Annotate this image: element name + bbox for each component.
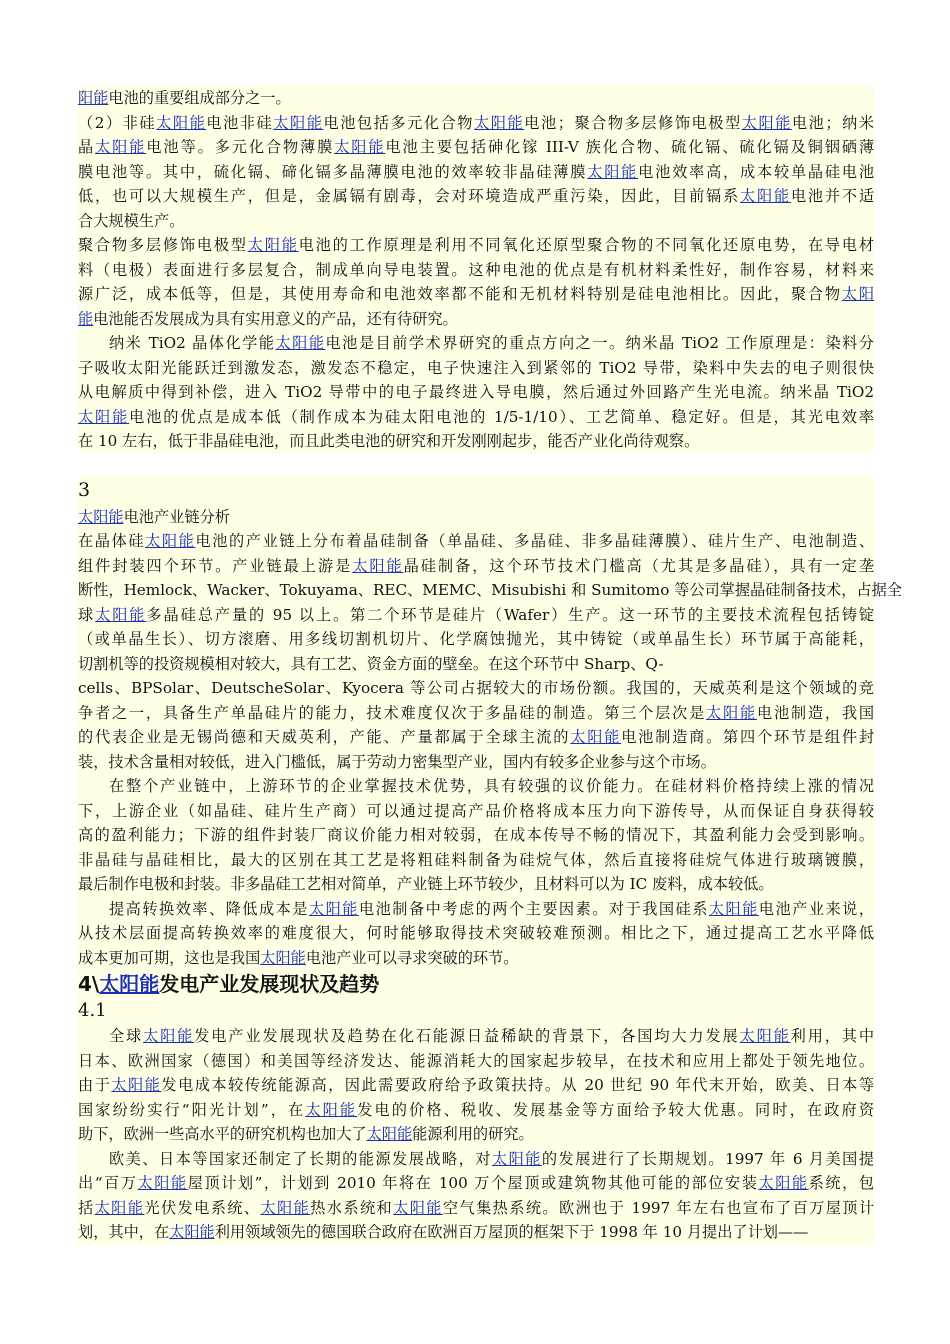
text-line bbox=[78, 897, 874, 922]
keyword-link[interactable]: 太阳能 bbox=[706, 703, 757, 722]
text-run: 膜电池等。其中，硫化镉、碲化镉多晶薄膜电池的效率较非晶硅薄膜 bbox=[78, 162, 588, 181]
keyword-link[interactable]: 太阳能 bbox=[308, 899, 359, 918]
keyword-link[interactable]: 能 bbox=[78, 309, 94, 328]
text-line bbox=[78, 872, 874, 897]
text-run: 电池等。多元化合物薄膜 bbox=[146, 138, 335, 156]
keyword-link[interactable]: 太阳 bbox=[841, 285, 875, 303]
keyword-link[interactable]: 太阳能 bbox=[570, 728, 622, 746]
keyword-link[interactable]: 太阳能 bbox=[78, 407, 130, 426]
text-line bbox=[78, 1171, 874, 1196]
text-line bbox=[78, 921, 874, 946]
text-line bbox=[78, 282, 874, 307]
text-line bbox=[78, 823, 874, 848]
keyword-link[interactable]: 太阳能 bbox=[305, 1100, 358, 1119]
text-line bbox=[78, 799, 874, 824]
text-run: 4.1 bbox=[78, 1000, 107, 1021]
text-run: 助下，欧洲一些高水平的研究机构也加大了 bbox=[78, 1125, 367, 1143]
text-run: 组件封装四个环节。产业链最上游是 bbox=[78, 556, 353, 575]
text-run: 从技术层面提高转换效率的难度很大，何时能够取得技术突破较难预测。相比之下，通过提高工艺水平降低 bbox=[78, 924, 874, 942]
text-run: 电池制备中考虑的两个主要因素。对于我国硅系 bbox=[358, 899, 709, 918]
text-run: 4\ bbox=[78, 972, 100, 996]
keyword-link[interactable]: 太阳能 bbox=[169, 1223, 215, 1241]
text-line bbox=[78, 405, 874, 430]
keyword-link[interactable]: 太阳能 bbox=[275, 334, 326, 352]
keyword-link[interactable]: 太阳能 bbox=[247, 236, 299, 254]
text-run: 电池效率高，成本较单晶硅电池 bbox=[638, 162, 875, 181]
text-line bbox=[78, 1220, 874, 1245]
text-run: 电池产业链分析 bbox=[123, 507, 230, 526]
text-run: 在整个产业链中，上游环节的企业掌握技术优势，具有较强的议价能力。在硅材料价格持续上涨的情况 bbox=[109, 777, 874, 795]
document-body bbox=[78, 86, 902, 1245]
text-run: 发电产业发展现状及趋势 bbox=[159, 972, 380, 996]
keyword-link[interactable]: 太阳能 bbox=[95, 605, 147, 624]
text-line bbox=[78, 652, 874, 677]
text-line bbox=[78, 1147, 874, 1172]
text-line bbox=[78, 627, 874, 652]
section-number bbox=[78, 998, 874, 1024]
text-run: 光伏发电系统、 bbox=[144, 1198, 261, 1217]
keyword-link[interactable]: 太阳能 bbox=[474, 113, 525, 132]
text-line bbox=[78, 529, 874, 554]
keyword-link[interactable]: 太阳能 bbox=[491, 1149, 542, 1168]
text-run: 热水系统和 bbox=[310, 1198, 394, 1217]
text-run: 电池的产业链上分布着晶硅制备（单晶硅、多晶硅、非多晶硅薄膜）、硅片生产、电池制造、 bbox=[195, 532, 875, 550]
keyword-link[interactable]: 太阳能 bbox=[260, 1198, 311, 1217]
text-line bbox=[78, 1073, 874, 1098]
keyword-link[interactable]: 太阳能 bbox=[739, 1027, 791, 1045]
keyword-link[interactable]: 太阳能 bbox=[143, 1027, 195, 1045]
text-run: 切割机等的投资规模相对较大，具有工艺、资金方面的壁垒。在这个环节中 Sharp、Q- bbox=[78, 654, 664, 673]
text-run: 的代表企业是无锡尚德和天威英利，产能、产量都属于全球主流的 bbox=[78, 728, 571, 746]
text-run: 由于 bbox=[78, 1076, 112, 1094]
keyword-link[interactable]: 太阳能 bbox=[758, 1174, 809, 1192]
text-run: 电池并不适 bbox=[790, 187, 875, 205]
text-run: 发电成本较传统能源高，因此需要政府给予政策扶持。从 20 世纪 90 年代末开始，欧美、日本等 bbox=[161, 1076, 875, 1094]
text-run: 下，上游企业（如晶硅、硅片生产商）可以通过提高产品价格将成本压力向下游传导，从而保证自身获得较 bbox=[78, 801, 874, 820]
text-run: 电池产业来说， bbox=[758, 899, 875, 918]
text-run: 空气集热系统。欧洲也于 1997 年左右也宣布了百万屋顶计 bbox=[442, 1198, 875, 1217]
text-run: 日本、欧洲国家（德国）和美国等经济发达、能源消耗大的国家起步较早，在技术和应用上都处于领先地位。 bbox=[78, 1051, 874, 1070]
text-line bbox=[78, 603, 874, 628]
text-run: 电池；聚合物多层修饰电极型 bbox=[524, 113, 742, 132]
text-line bbox=[78, 429, 874, 454]
text-line bbox=[78, 1098, 874, 1123]
text-run: 利用领域领先的德国联合政府在欧洲百万屋顶的框架下于 1998 年 10 月提出了计划—— bbox=[214, 1223, 809, 1241]
keyword-link[interactable]: 阳能 bbox=[78, 89, 109, 107]
text-run: 屋顶计划”，计划到 2010 年将在 100 万个屋顶或建筑物其他可能的部位安装 bbox=[187, 1174, 759, 1192]
text-run: 发电的价格、税收、发展基金等方面给予较大优惠。同时，在政府资 bbox=[357, 1100, 874, 1119]
text-run: 能源利用的研究。 bbox=[412, 1125, 534, 1143]
text-line bbox=[78, 848, 874, 873]
text-line bbox=[78, 233, 874, 258]
text-run: 成本更加可期，这也是我国 bbox=[78, 948, 261, 967]
text-run: 系统，包 bbox=[808, 1174, 875, 1192]
text-run: 争者之一，具备生产单晶硅片的能力，技术难度仅次于多晶硅的制造。第三个层次是 bbox=[78, 703, 707, 722]
keyword-link[interactable]: 太阳能 bbox=[352, 556, 404, 575]
text-run: 出“百万 bbox=[78, 1174, 138, 1192]
text-run: 电池产业可以寻求突破的环节。 bbox=[305, 948, 519, 967]
text-run: cells、BPSolar、DeutscheSolar、Kyocera 等公司占据较大的市场份额。我国的，天威英利是这个领域的竞 bbox=[78, 679, 874, 697]
text-line bbox=[78, 184, 874, 209]
text-run: （2）非硅 bbox=[78, 113, 157, 132]
text-run: 在 10 左右，低于非晶硅电池，而且此类电池的研究和开发刚刚起步，能否产业化尚待观察。 bbox=[78, 432, 700, 450]
text-run: 最后制作电极和封装。非多晶硅工艺相对简单，产业链上环节较少，且材料可以为 IC 废料，成本较低。 bbox=[78, 875, 774, 893]
text-run: 低，也可以大规模生产，但是，金属镉有剧毒，会对环境造成严重污染，因此，目前镉系 bbox=[78, 187, 740, 205]
keyword-link[interactable]: 太阳能 bbox=[95, 138, 147, 156]
text-run: 3 bbox=[78, 478, 91, 501]
keyword-link[interactable]: 太阳能 bbox=[137, 1174, 188, 1192]
text-run: 子吸收太阳光能跃迁到激发态，激发态不稳定，电子快速注入到紧邻的 TiO2 导带，染料中失去的电子则很快 bbox=[78, 358, 874, 377]
text-line bbox=[78, 258, 874, 283]
text-run: 球 bbox=[78, 605, 96, 624]
text-run: 利用，其中 bbox=[790, 1027, 875, 1045]
section-number bbox=[78, 475, 874, 505]
text-line bbox=[78, 380, 874, 405]
text-run: 晶硅制备，这个环节技术门槛高（尤其是多晶硅），具有一定垄 bbox=[403, 556, 875, 575]
text-line bbox=[78, 725, 874, 750]
text-run: 装，技术含量相对较低，进入门槛低，属于劳动力密集型产业，国内有较多企业参与这个市场。 bbox=[78, 752, 716, 771]
text-run: 纳米 TiO2 晶体化学能 bbox=[109, 334, 276, 352]
keyword-link[interactable]: 太阳能 bbox=[94, 1198, 145, 1217]
text-run: 晶 bbox=[78, 138, 96, 156]
text-line bbox=[78, 578, 902, 603]
text-run: 从电解质中得到补偿，进入 TiO2 导带中的电子最终进入导电膜，然后通过外回路产生光电流。纳米晶 TiO2 bbox=[78, 383, 874, 401]
text-run: 电池能否发展成为具有实用意义的产品，还有待研究。 bbox=[93, 309, 458, 328]
text-run: 电池是目前学术界研究的重点方向之一。纳米晶 TiO2 工作原理是：染料分 bbox=[325, 334, 874, 352]
keyword-link[interactable]: 太阳能 bbox=[334, 138, 386, 156]
keyword-link[interactable]: 太阳能 bbox=[393, 1198, 443, 1217]
keyword-link[interactable]: 太阳能 bbox=[78, 507, 124, 526]
blank-line bbox=[78, 454, 874, 475]
text-run: （或单晶生长）、切方滚磨、用多线切割机切片、化学腐蚀抛光，其中铸锭（或单晶生长）环节属于高能耗， bbox=[78, 630, 874, 648]
text-line bbox=[78, 307, 874, 332]
text-run: 电池；纳米 bbox=[791, 113, 875, 132]
keyword-link[interactable]: 太阳能 bbox=[587, 162, 639, 181]
text-run: 电池制造，我国 bbox=[756, 703, 875, 722]
text-run: 非晶硅与晶硅相比，最大的区别在其工艺是将粗硅料制备为硅烷气体，然后直接将硅烷气体进行玻璃镀膜， bbox=[78, 850, 874, 869]
text-run: 电池的重要组成部分之一。 bbox=[108, 89, 291, 107]
keyword-link[interactable]: 太阳能 bbox=[273, 113, 324, 132]
text-run: 料（电极）表面进行多层复合，制成单向导电装置。这种电池的优点是有机材料柔性好，制作容易，材料来 bbox=[78, 260, 874, 279]
text-run: 全球 bbox=[109, 1027, 144, 1045]
text-run: 电池非硅 bbox=[206, 113, 274, 132]
text-line bbox=[78, 505, 874, 530]
text-run: 电池的工作原理是利用不同氧化还原型聚合物的不同氧化还原电势，在导电材 bbox=[298, 236, 875, 254]
text-line bbox=[78, 946, 874, 971]
text-line bbox=[78, 331, 874, 356]
text-run: 电池包括多元化合物 bbox=[323, 113, 475, 132]
text-line bbox=[78, 1024, 874, 1049]
text-run: 聚合物多层修饰电极型 bbox=[78, 236, 248, 254]
text-line bbox=[78, 554, 874, 579]
text-run: 高的盈利能力；下游的组件封装厂商议价能力相对较弱，在成本传导不畅的情况下，其盈利能力会受到影响。 bbox=[78, 826, 874, 844]
text-run: 的发展进行了长期规划。1997 年 6 月美国提 bbox=[541, 1149, 875, 1168]
text-run: 电池的优点是成本低（制作成本为硅太阳电池的 1/5-1/10）、工艺简单、稳定好。但是，其光电效率 bbox=[129, 407, 874, 426]
text-line bbox=[78, 135, 874, 160]
text-line bbox=[78, 209, 874, 234]
text-run: 括 bbox=[78, 1198, 95, 1217]
text-line bbox=[78, 701, 874, 726]
keyword-link[interactable]: 太阳能 bbox=[366, 1125, 413, 1143]
text-run: 断性，Hemlock、Wacker、Tokuyama、REC、MEMC、Misubishi 和 Sumitomo 等公司掌握晶硅制备技术，占据全 bbox=[78, 581, 902, 599]
keyword-link[interactable]: 太阳能 bbox=[260, 948, 306, 967]
text-run: 欧美、日本等国家还制定了长期的能源发展战略，对 bbox=[109, 1149, 492, 1168]
keyword-link[interactable]: 太阳能 bbox=[740, 187, 791, 205]
keyword-link[interactable]: 太阳能 bbox=[708, 899, 759, 918]
text-run: 合大规模生产。 bbox=[78, 211, 185, 230]
text-run: 多晶硅总产量的 95 以上。第二个环节是硅片（Wafer）生产。这一环节的主要技术流程包括铸锭 bbox=[146, 605, 875, 624]
text-line bbox=[78, 1122, 874, 1147]
text-run: 电池制造商。第四个环节是组件封 bbox=[621, 728, 875, 746]
keyword-link[interactable]: 太阳能 bbox=[111, 1076, 162, 1094]
text-line bbox=[78, 356, 874, 381]
text-line bbox=[78, 1196, 874, 1221]
section-heading bbox=[78, 970, 874, 998]
text-line bbox=[78, 86, 874, 111]
keyword-link[interactable]: 太阳能 bbox=[741, 113, 792, 132]
text-line bbox=[78, 676, 874, 701]
text-line bbox=[78, 774, 874, 799]
keyword-link[interactable]: 太阳能 bbox=[99, 972, 160, 996]
keyword-link[interactable]: 太阳能 bbox=[145, 532, 196, 550]
text-line bbox=[78, 1049, 874, 1074]
keyword-link[interactable]: 太阳能 bbox=[156, 113, 207, 132]
text-run: 划，其中，在 bbox=[78, 1223, 170, 1241]
text-line bbox=[78, 750, 874, 775]
text-line bbox=[78, 111, 874, 136]
text-run: 源广泛，成本低等，但是，其使用寿命和电池效率都不能和无机材料特别是硅电池相比。因此，聚合物 bbox=[78, 285, 842, 303]
text-run: 电池主要包括砷化镓 III-V 族化合物、硫化镉、硫化镉及铜铟硒薄 bbox=[385, 138, 875, 156]
text-line bbox=[78, 160, 874, 185]
text-run: 发电产业发展现状及趋势在化石能源日益稀缺的背景下，各国均大力发展 bbox=[194, 1027, 740, 1045]
text-run: 在晶体硅 bbox=[78, 532, 146, 550]
text-run: 提高转换效率、降低成本是 bbox=[109, 899, 309, 918]
text-run: 国家纷纷实行“阳光计划”，在 bbox=[78, 1100, 306, 1119]
